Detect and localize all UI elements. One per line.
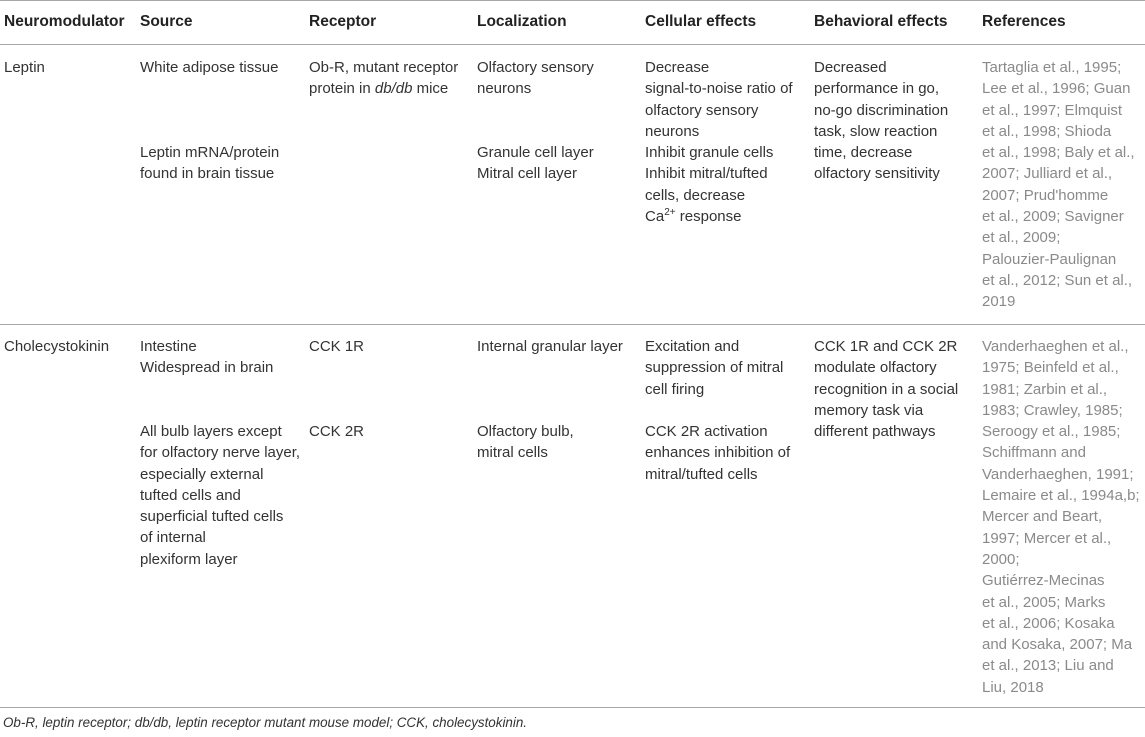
leptin-cellular-b: Inhibit granule cells Inhibit mitral/tufted cells, decrease $Ca^{2+}$ response xyxy=(645,142,773,227)
cck-receptor-a: CCK 1R xyxy=(309,338,365,355)
header-rule xyxy=(0,44,1145,45)
cck-behavioral: CCK 1R and CCK 2R modulate olfactory recognition in a social memory task via different pathways xyxy=(814,338,959,441)
cck-localization-a: Internal granular layer xyxy=(477,338,623,355)
leptin-source-a: White adipose tissue xyxy=(140,59,279,76)
cck-cellular-b: CCK 2R activation enhances inhibition of mitral/tufted cells xyxy=(645,423,791,483)
cck-references: Vanderhaeghen et al., 1975; Beinfeld et al., 1981; Zarbin et al., 1983; Crawley, 1985; Seroogy et al., 1985; Schiffmann and Vanderhaeghen, 1991; Lemaire et al., 1994a,b; Mercer and Beart, 1997; Mercer et al., 2000; Gutiérrez-Mecinas et al., 2005; Marks et al., 2006; Kosaka and Kosaka, 2007; Ma et al., 2013; Liu and Liu, 2018 xyxy=(982,338,1140,696)
calcium-response-line: $Ca^{2+}$ response xyxy=(645,206,742,225)
leptin-localization-a: Olfactory sensory neurons xyxy=(477,59,594,98)
cck-name: Cholecystokinin xyxy=(4,338,110,355)
leptin-receptor xyxy=(309,57,458,100)
table-footnote: Ob-R, leptin receptor; db/db, leptin receptor mutant mouse model; CCK, cholecystokinin. xyxy=(3,715,528,730)
leptin-localization-b: Granule cell layer Mitral cell layer xyxy=(477,144,594,183)
leptin-references: Tartaglia et al., 1995; Lee et al., 1996; Guan et al., 1997; Elmquist et al., 1998; Shioda et al., 1998; Baly et al., 2007; Julliard et al., 2007; Prud'homme et al., 2009; Savigner et al., 2009; Palouzier-Paulignan et al., 2012; Sun et al., 2019 xyxy=(982,59,1135,311)
cck-localization-b: Olfactory bulb, mitral cells xyxy=(477,423,574,462)
header-source: Source xyxy=(140,13,193,30)
leptin-receptor-line-1: Ob-R, mutant receptor xyxy=(309,59,459,76)
header-receptor: Receptor xyxy=(309,13,377,30)
leptin-name: Leptin xyxy=(4,59,45,76)
row-rule xyxy=(0,324,1145,325)
header-cellular-effects: Cellular effects xyxy=(645,13,757,30)
header-references: References xyxy=(982,13,1066,30)
bottom-rule xyxy=(0,707,1145,708)
top-rule xyxy=(0,0,1145,1)
leptin-source-b: Leptin mRNA/protein found in brain tissue xyxy=(140,144,280,183)
header-neuromodulator: Neuromodulator xyxy=(4,13,125,30)
cck-source-a: Intestine Widespread in brain xyxy=(140,338,274,377)
leptin-receptor-line-2: protein in db/db mice xyxy=(309,80,449,98)
cck-receptor-b: CCK 2R xyxy=(309,423,365,440)
leptin-cellular-a: Decrease signal-to-noise ratio of olfactory sensory neurons xyxy=(645,59,793,140)
header-behavioral-effects: Behavioral effects xyxy=(814,13,948,30)
cck-source-b: All bulb layers except for olfactory nerve layer, especially external tufted cells and superficial tufted cells of internal plexiform layer xyxy=(140,423,301,568)
header-localization: Localization xyxy=(477,13,567,30)
cck-cellular-a: Excitation and suppression of mitral cell firing xyxy=(645,338,784,398)
leptin-behavioral: Decreased performance in go, no-go discrimination task, slow reaction time, decrease olfactory sensitivity xyxy=(814,59,949,183)
